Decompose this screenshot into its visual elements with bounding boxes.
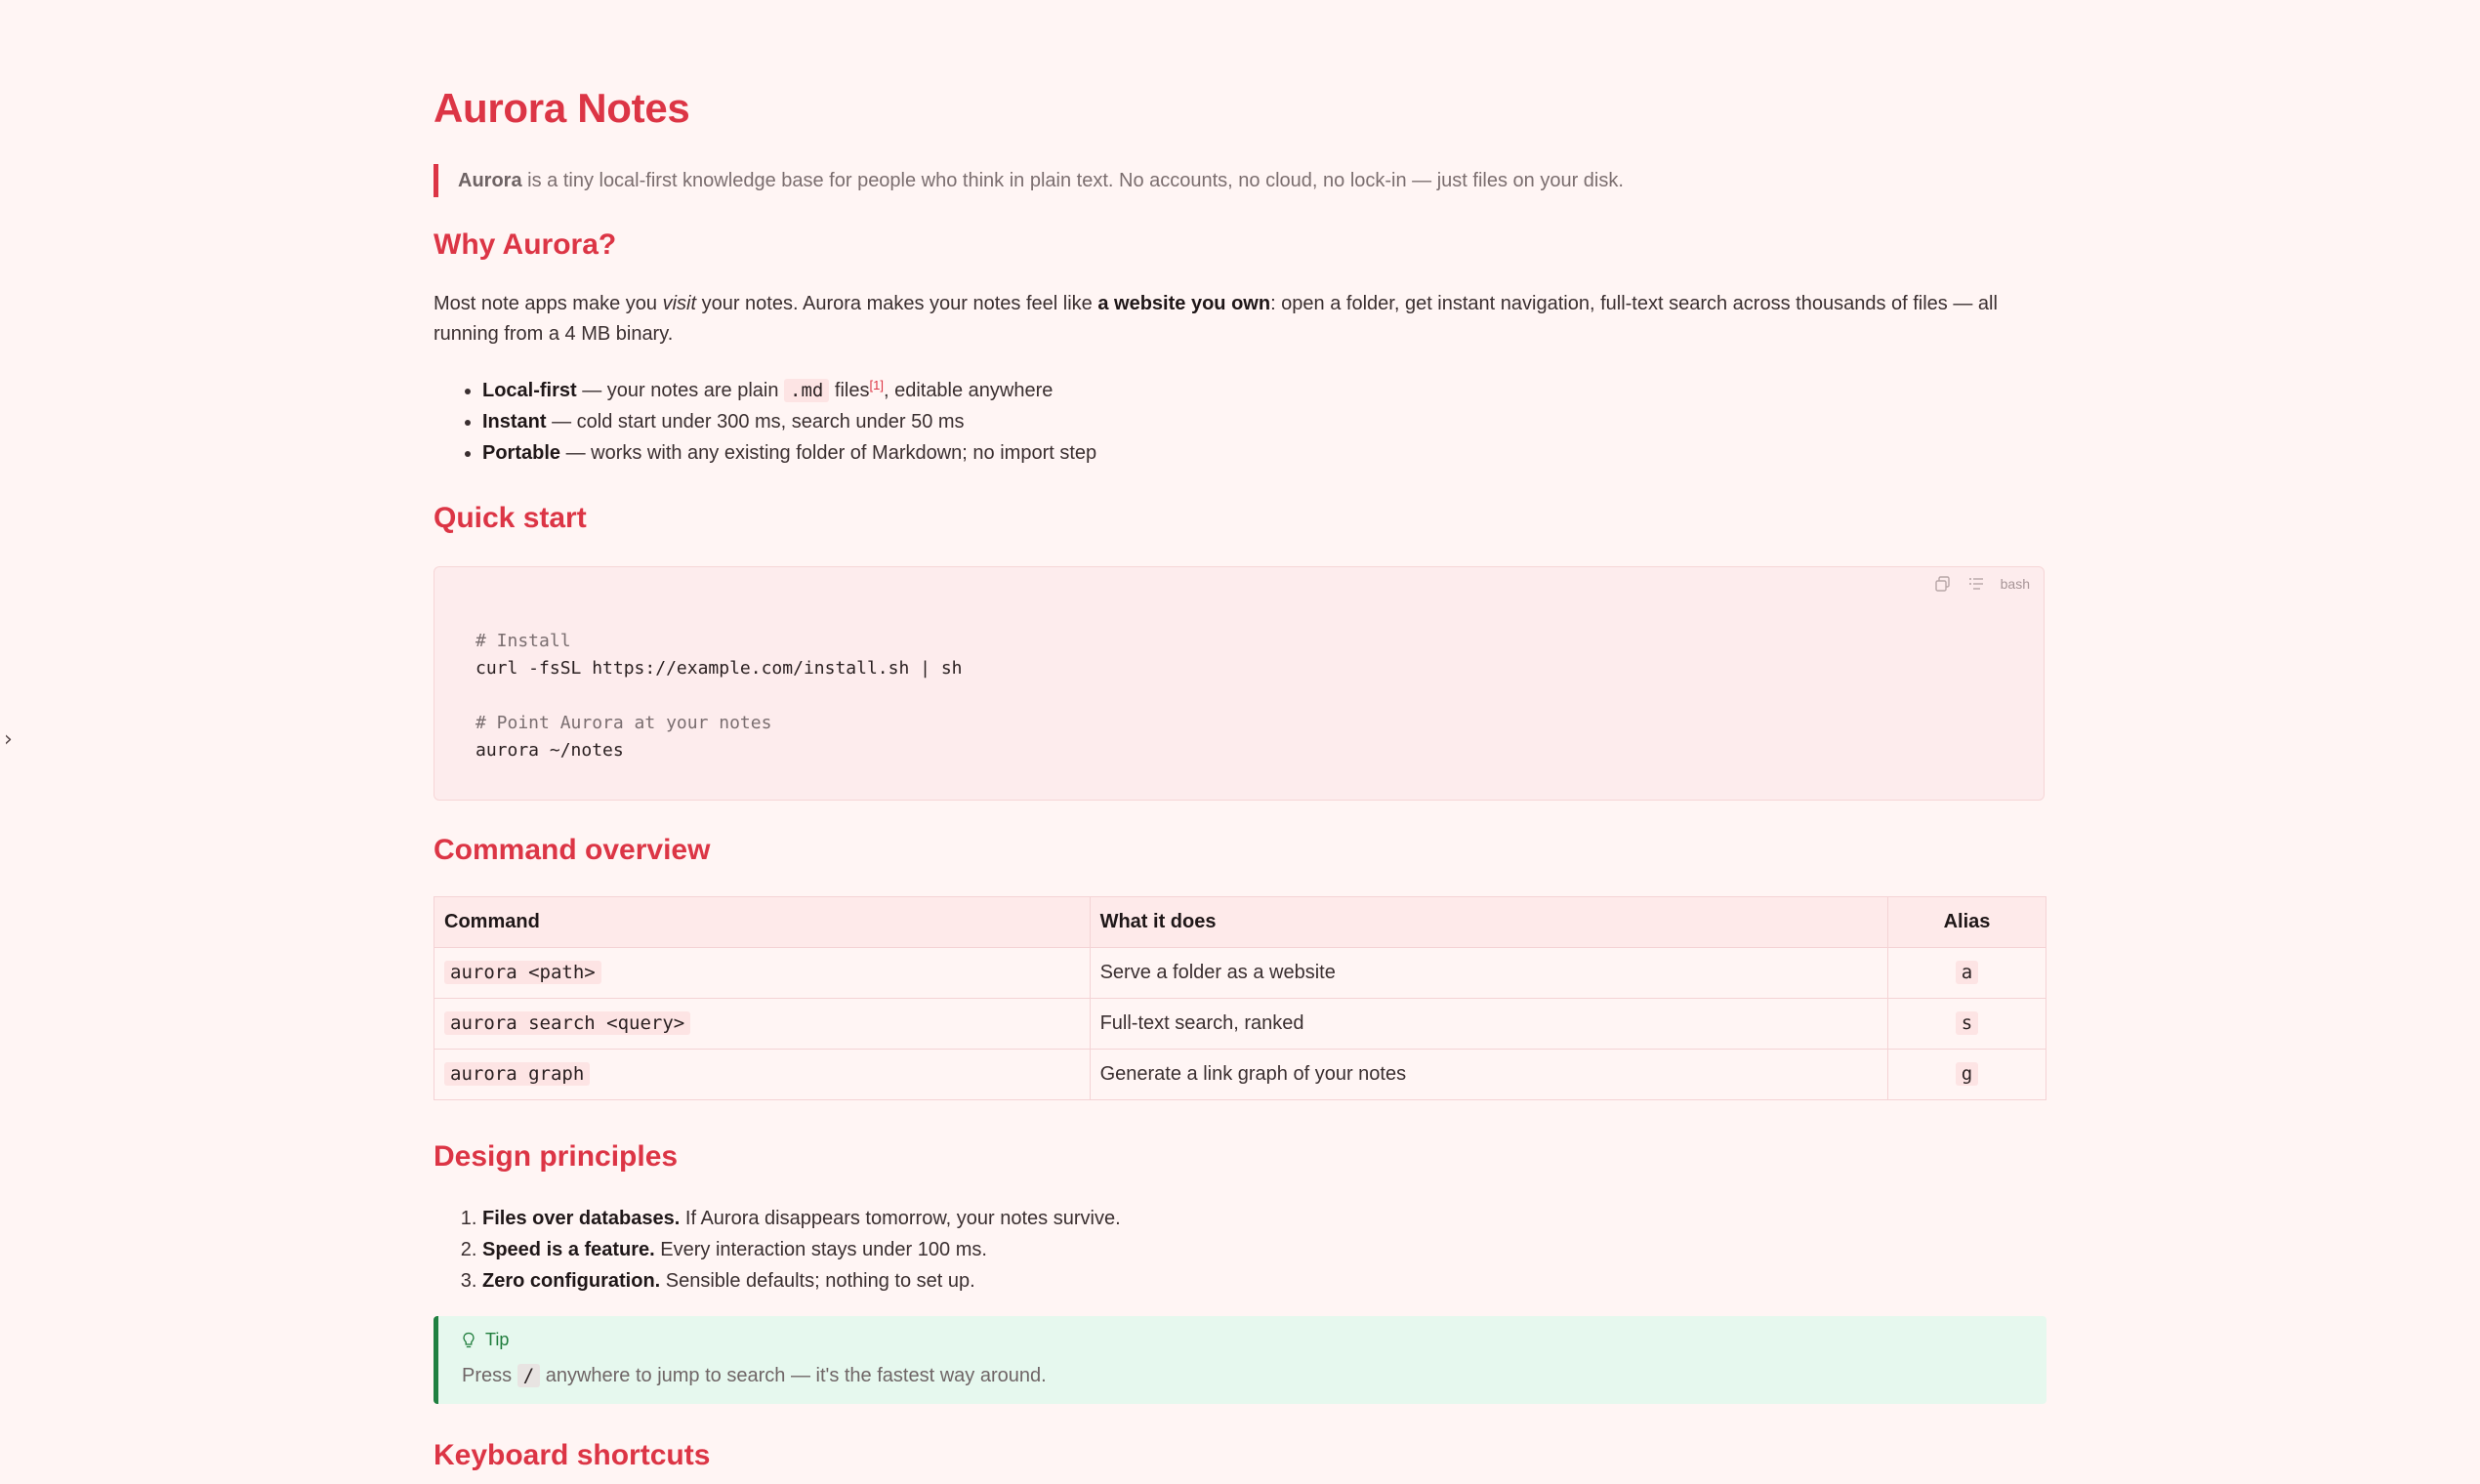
principles-list — [434, 1203, 1121, 1297]
lead-strong: Aurora — [458, 170, 522, 191]
emphasis-visit: visit — [662, 293, 697, 314]
footnote-link[interactable]: [1] — [869, 378, 884, 392]
table-header-description: What it does — [1090, 897, 1887, 948]
command-alias: a — [1956, 961, 1978, 984]
heading-keyboard-shortcuts: Keyboard shortcuts — [434, 1439, 711, 1471]
inline-code: .md — [784, 379, 829, 402]
key-slash: / — [517, 1364, 540, 1387]
command-alias: s — [1956, 1011, 1978, 1035]
command-description: Serve a folder as a website — [1090, 948, 1887, 999]
code-block — [434, 566, 2045, 801]
command-alias: g — [1956, 1062, 1978, 1086]
sidebar-toggle-chevron-icon[interactable]: › — [4, 727, 13, 752]
table-header-alias: Alias — [1888, 897, 2046, 948]
list-item: • Portable — works with any existing folder of Markdown; no import step — [482, 437, 1096, 469]
tip-callout — [434, 1316, 2046, 1404]
heading-why-aurora: Why Aurora? — [434, 228, 617, 261]
tip-title: Tip — [485, 1330, 510, 1349]
table-header-command: Command — [434, 897, 1091, 948]
lead-blockquote — [434, 164, 2020, 197]
feature-list — [434, 375, 1096, 469]
heading-command-overview: Command overview — [434, 834, 711, 866]
code-line: # Point Aurora at your notes — [475, 713, 772, 733]
list-item: • Instant — cold start under 300 ms, search under 50 ms — [482, 406, 1096, 437]
code-language-label: bash — [2000, 576, 2030, 592]
command-description: Generate a link graph of your notes — [1090, 1050, 1887, 1100]
list-item: • Local-first — your notes are plain .md files[1], editable anywhere — [482, 375, 1096, 406]
why-paragraph: Most note apps make you visit your notes. Aurora makes your notes feel like a website you own: open a folder, get instant navigation, full-text search across thousands of files — all running from a 4 MB binary. — [434, 293, 1998, 345]
page-title: Aurora Notes — [434, 85, 690, 131]
lightbulb-icon — [462, 1332, 475, 1349]
table-row — [434, 1050, 2046, 1100]
code-line: # Install — [475, 631, 571, 651]
list-item: 2. Speed is a feature. Every interaction stays under 100 ms. — [482, 1234, 1121, 1265]
table-row — [434, 948, 2046, 999]
heading-quick-start: Quick start — [434, 502, 587, 534]
copy-icon[interactable] — [1934, 575, 1952, 593]
code-line: aurora ~/notes — [475, 740, 624, 761]
tip-header — [462, 1330, 509, 1350]
tip-body: Press / anywhere to jump to search — it's the fastest way around. — [462, 1365, 1047, 1386]
command-description: Full-text search, ranked — [1090, 999, 1887, 1050]
command-code: aurora graph — [444, 1062, 590, 1086]
strong-website: a website you own — [1097, 293, 1271, 314]
list-item: 1. Files over databases. If Aurora disappears tomorrow, your notes survive. — [482, 1203, 1121, 1234]
table-header-row — [434, 897, 2046, 948]
list-item: 3. Zero configuration. Sensible defaults; nothing to set up. — [482, 1265, 1121, 1297]
command-code: aurora <path> — [444, 961, 601, 984]
code-content — [475, 628, 963, 764]
command-table — [434, 896, 2046, 1100]
table-row — [434, 999, 2046, 1050]
command-code: aurora search <query> — [444, 1011, 690, 1035]
wrap-lines-icon[interactable] — [1967, 575, 1985, 593]
lead-text: is a tiny local-first knowledge base for people who think in plain text. No accounts, no cloud, no lock-in — just files on your disk. — [521, 170, 1624, 191]
heading-design-principles: Design principles — [434, 1140, 679, 1173]
code-toolbar — [1934, 575, 2030, 593]
code-line: curl -fsSL https://example.com/install.sh | sh — [475, 658, 963, 679]
